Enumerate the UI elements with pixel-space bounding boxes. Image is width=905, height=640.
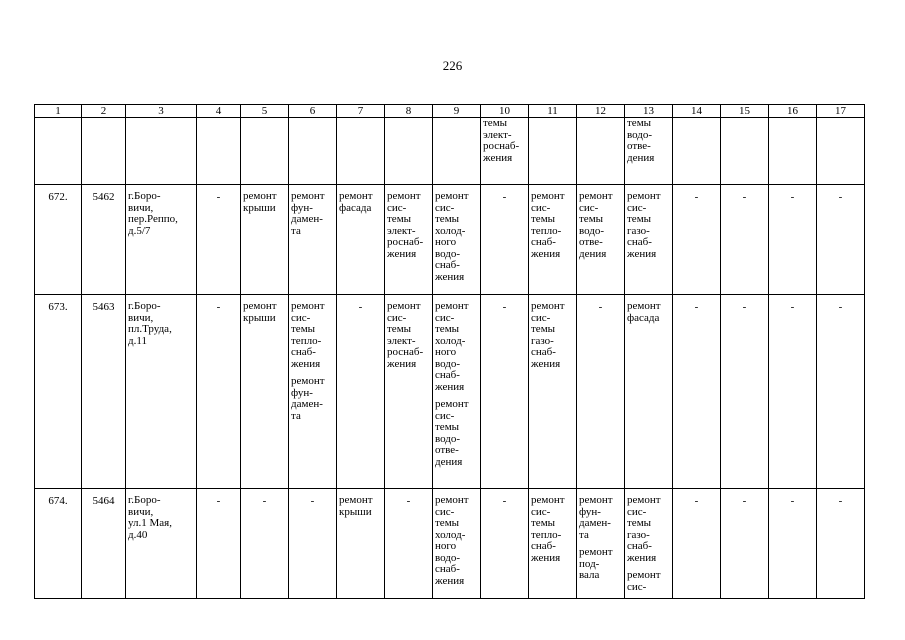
cell-line: сис- <box>531 311 551 324</box>
cell-line: ремонт <box>339 190 373 202</box>
cell-line: жения <box>387 247 417 260</box>
continuation-cell-6 <box>289 118 337 185</box>
work-entry <box>291 301 334 370</box>
column-number-8: 8 <box>385 105 433 118</box>
cell-line: снаб- <box>435 563 460 575</box>
continuation-cell-5 <box>241 118 289 185</box>
cell-line: ного <box>435 236 457 248</box>
cell-line: д.5/7 <box>128 224 151 237</box>
work-entry <box>291 376 334 422</box>
column-number-13: 13 <box>625 105 673 118</box>
cell-line: снаб- <box>531 346 556 358</box>
cell-line: элект- <box>387 334 416 347</box>
cell-line: ремонт <box>579 494 613 506</box>
continuation-cell-17 <box>817 118 865 185</box>
work-cell <box>241 295 289 489</box>
cell-line: дения <box>579 247 607 260</box>
cell-line: фун- <box>291 201 313 214</box>
column-number-1: 1 <box>35 105 82 118</box>
dash-cell: - <box>577 295 625 489</box>
continuation-cell-14 <box>673 118 721 185</box>
cell-line: темы <box>387 213 412 225</box>
cell-line: снаб- <box>435 259 460 271</box>
dash-cell: - <box>241 489 289 599</box>
cell-line: ремонт <box>435 190 469 202</box>
cell-line: дамен- <box>291 398 323 410</box>
cell-line: вичи, <box>128 201 154 214</box>
work-entry <box>579 547 622 582</box>
cell-line: темы <box>627 117 652 129</box>
work-cell <box>529 295 577 489</box>
table-row <box>35 185 865 295</box>
column-number-16: 16 <box>769 105 817 118</box>
column-number-15: 15 <box>721 105 769 118</box>
work-entry <box>531 191 574 260</box>
work-entry <box>339 191 382 214</box>
column-number-6: 6 <box>289 105 337 118</box>
dash-cell: - <box>385 489 433 599</box>
cell-line: та <box>291 409 301 422</box>
work-entry <box>387 191 430 260</box>
cell-line: тепло- <box>531 528 562 541</box>
cell-line: темы <box>483 117 508 129</box>
cell-line: снаб- <box>435 369 460 381</box>
cell-line: роснаб- <box>387 236 424 248</box>
cell-line: та <box>291 224 301 237</box>
cell-line: темы <box>627 517 652 529</box>
work-cell <box>433 489 481 599</box>
cell-line: жения <box>531 247 561 260</box>
cell-line: водо- <box>435 551 461 564</box>
work-entry <box>579 495 622 541</box>
cell-line: жения <box>435 574 465 587</box>
work-cell <box>625 489 673 599</box>
dash-cell: - <box>769 489 817 599</box>
column-number-10: 10 <box>481 105 529 118</box>
cell-line: сис- <box>627 505 647 518</box>
work-cell <box>385 295 433 489</box>
dash-cell: - <box>817 185 865 295</box>
cell-line: крыши <box>339 505 372 518</box>
cell-line: ремонт <box>435 398 469 410</box>
cell-line: жения <box>387 357 417 370</box>
cell-line: фун- <box>291 386 313 399</box>
cell-line: водо- <box>627 128 653 141</box>
cell-line: дения <box>435 455 463 468</box>
cell-line: жения <box>531 357 561 370</box>
work-entry <box>435 399 478 468</box>
column-number-7: 7 <box>337 105 385 118</box>
cell-line: сис- <box>387 201 407 214</box>
dash-cell: - <box>721 489 769 599</box>
work-cell <box>433 295 481 489</box>
work-cell <box>577 185 625 295</box>
continuation-cell-4 <box>197 118 241 185</box>
column-number-row <box>35 105 865 118</box>
dash-cell: - <box>673 489 721 599</box>
address-cell <box>126 185 197 295</box>
cell-line: под- <box>579 557 600 570</box>
cell-line: темы <box>531 323 556 335</box>
work-entry <box>387 301 430 370</box>
table-row <box>35 295 865 489</box>
cell-line: фун- <box>579 505 601 518</box>
cell-line: крыши <box>243 201 276 214</box>
column-number-12: 12 <box>577 105 625 118</box>
cell-line: сис- <box>435 409 455 422</box>
cell-line: сис- <box>627 201 647 214</box>
work-entry <box>435 191 478 283</box>
dash-cell: - <box>673 185 721 295</box>
cell-line: холод- <box>435 334 466 347</box>
cell-line: ремонт <box>291 375 325 387</box>
cell-line: ремонт <box>243 190 277 202</box>
cell-line: холод- <box>435 224 466 237</box>
dash-cell: - <box>817 489 865 599</box>
cell-line: ул.1 Мая, <box>128 517 172 529</box>
dash-cell: - <box>197 185 241 295</box>
work-entry <box>531 495 574 564</box>
cell-line: вичи, <box>128 505 154 518</box>
work-cell <box>529 489 577 599</box>
cell-line: та <box>579 528 589 541</box>
dash-cell: - <box>337 295 385 489</box>
continuation-cell-12 <box>577 118 625 185</box>
column-number-17: 17 <box>817 105 865 118</box>
cell-line: вала <box>579 569 600 581</box>
cell-line: ремонт <box>579 190 613 202</box>
cell-line: дамен- <box>579 517 611 529</box>
column-number-2: 2 <box>82 105 126 118</box>
cell-line: сис- <box>291 311 311 324</box>
dash-cell: - <box>481 185 529 295</box>
cell-line: снаб- <box>627 540 652 552</box>
cell-line: водо- <box>435 247 461 260</box>
cell-line: ремонт <box>627 190 661 202</box>
dash-cell: - <box>721 185 769 295</box>
row-number-cell: 672. <box>35 185 82 295</box>
cell-line: жения <box>483 151 513 164</box>
cell-line: г.Боро- <box>128 190 161 202</box>
cell-line: ремонт <box>387 300 421 312</box>
cell-line: ремонт <box>627 494 661 506</box>
continuation-cell-15 <box>721 118 769 185</box>
cell-line: г.Боро- <box>128 300 161 312</box>
cell-line: д.40 <box>128 528 148 541</box>
continuation-row <box>35 118 865 185</box>
work-cell <box>385 185 433 295</box>
work-cell <box>625 295 673 489</box>
dash-cell: - <box>197 489 241 599</box>
cell-line: отве- <box>627 140 651 152</box>
continuation-cell-9 <box>433 118 481 185</box>
cell-line: темы <box>435 421 460 433</box>
cell-line: г.Боро- <box>128 494 161 506</box>
address-cell <box>126 295 197 489</box>
column-number-14: 14 <box>673 105 721 118</box>
cell-line: водо- <box>579 224 605 237</box>
continuation-cell-2 <box>82 118 126 185</box>
cell-line: ремонт <box>579 546 613 558</box>
cell-line: жения <box>435 270 465 283</box>
cell-line: роснаб- <box>387 346 424 358</box>
work-cell <box>241 185 289 295</box>
cell-line: фасада <box>627 311 660 324</box>
row-number-cell: 674. <box>35 489 82 599</box>
work-entry <box>435 495 478 587</box>
cell-line: жения <box>627 551 657 564</box>
cell-line: ремонт <box>291 190 325 202</box>
continuation-cell-3 <box>126 118 197 185</box>
cell-line: темы <box>435 517 460 529</box>
cell-line: дения <box>627 151 655 164</box>
work-entry <box>627 570 670 593</box>
cell-line: темы <box>531 213 556 225</box>
work-entry <box>435 301 478 393</box>
dash-cell: - <box>197 295 241 489</box>
object-id-cell: 5462 <box>82 185 126 295</box>
cell-line: тепло- <box>291 334 322 347</box>
object-id-cell: 5463 <box>82 295 126 489</box>
column-number-4: 4 <box>197 105 241 118</box>
cell-line: темы <box>435 323 460 335</box>
continuation-cell-11 <box>529 118 577 185</box>
cell-line: жения <box>531 551 561 564</box>
cell-line: тепло- <box>531 224 562 237</box>
cell-line: газо- <box>627 224 650 237</box>
dash-cell: - <box>481 489 529 599</box>
cell-line: водо- <box>435 357 461 370</box>
cell-line: ремонт <box>627 300 661 312</box>
cell-line: сис- <box>387 311 407 324</box>
cell-line: роснаб- <box>483 140 520 152</box>
cell-line: холод- <box>435 528 466 541</box>
work-entry <box>291 191 334 237</box>
cell-line: жения <box>627 247 657 260</box>
cell-line: ремонт <box>531 190 565 202</box>
cell-line: сис- <box>627 580 647 593</box>
cell-line: д.11 <box>128 334 147 347</box>
cell-line: ремонт <box>387 190 421 202</box>
dash-cell: - <box>481 295 529 489</box>
cell-line: отве- <box>579 236 603 248</box>
work-cell <box>337 489 385 599</box>
cell-line: темы <box>387 323 412 335</box>
continuation-cell-8 <box>385 118 433 185</box>
work-cell <box>289 185 337 295</box>
cell-line: снаб- <box>531 540 556 552</box>
work-cell <box>529 185 577 295</box>
cell-line: ремонт <box>435 300 469 312</box>
cell-line: вичи, <box>128 311 154 324</box>
continuation-cell-10 <box>481 118 529 185</box>
row-number-cell: 673. <box>35 295 82 489</box>
column-number-9: 9 <box>433 105 481 118</box>
page-number: 226 <box>442 58 463 73</box>
work-entry <box>531 301 574 370</box>
cell-line: сис- <box>531 201 551 214</box>
cell-line: отве- <box>435 444 459 456</box>
cell-line: сис- <box>435 201 455 214</box>
cell-line: пл.Труда, <box>128 323 172 335</box>
cell-line: жения <box>435 380 465 393</box>
cell-line: элект- <box>483 128 512 141</box>
cell-line: ремонт <box>291 300 325 312</box>
cell-line: ремонт <box>243 300 277 312</box>
cell-line: фасада <box>339 201 372 214</box>
work-cell <box>433 185 481 295</box>
work-entry <box>627 495 670 564</box>
column-number-11: 11 <box>529 105 577 118</box>
cell-line: пер.Реппо, <box>128 213 178 225</box>
work-cell <box>577 489 625 599</box>
cell-line: темы <box>531 517 556 529</box>
work-entry <box>243 191 286 214</box>
work-cell <box>337 185 385 295</box>
work-cell <box>289 295 337 489</box>
cell-line: дамен- <box>291 213 323 225</box>
dash-cell: - <box>289 489 337 599</box>
dash-cell: - <box>769 295 817 489</box>
cell-line: ремонт <box>627 569 661 581</box>
cell-line: сис- <box>435 505 455 518</box>
object-id-cell: 5464 <box>82 489 126 599</box>
dash-cell: - <box>673 295 721 489</box>
continuation-cell-1 <box>35 118 82 185</box>
cell-line: темы <box>579 213 604 225</box>
cell-line: ного <box>435 346 457 358</box>
cell-line: ремонт <box>435 494 469 506</box>
work-entry <box>627 191 670 260</box>
address-cell <box>126 489 197 599</box>
cell-line: темы <box>627 213 652 225</box>
cell-line: ного <box>435 540 457 552</box>
cell-line: темы <box>291 323 316 335</box>
repair-schedule-table <box>34 104 865 599</box>
cell-line: крыши <box>243 311 276 324</box>
cell-line: темы <box>435 213 460 225</box>
cell-line: ремонт <box>531 494 565 506</box>
work-cell <box>625 185 673 295</box>
cell-line: газо- <box>627 528 650 541</box>
table-row <box>35 489 865 599</box>
cell-line: ремонт <box>531 300 565 312</box>
cell-line: сис- <box>435 311 455 324</box>
column-number-3: 3 <box>126 105 197 118</box>
cell-line: жения <box>291 357 321 370</box>
work-entry <box>627 301 670 324</box>
continuation-cell-16 <box>769 118 817 185</box>
cell-line: сис- <box>531 505 551 518</box>
dash-cell: - <box>769 185 817 295</box>
work-entry <box>339 495 382 518</box>
cell-line: снаб- <box>531 236 556 248</box>
continuation-cell-7 <box>337 118 385 185</box>
cell-line: элект- <box>387 224 416 237</box>
cell-line: сис- <box>579 201 599 214</box>
column-number-5: 5 <box>241 105 289 118</box>
cell-line: снаб- <box>291 346 316 358</box>
dash-cell: - <box>817 295 865 489</box>
work-entry <box>579 191 622 260</box>
cell-line: газо- <box>531 334 554 347</box>
cell-line: ремонт <box>339 494 373 506</box>
cell-line: водо- <box>435 432 461 445</box>
continuation-cell-13 <box>625 118 673 185</box>
dash-cell: - <box>721 295 769 489</box>
cell-line: снаб- <box>627 236 652 248</box>
work-entry <box>243 301 286 324</box>
